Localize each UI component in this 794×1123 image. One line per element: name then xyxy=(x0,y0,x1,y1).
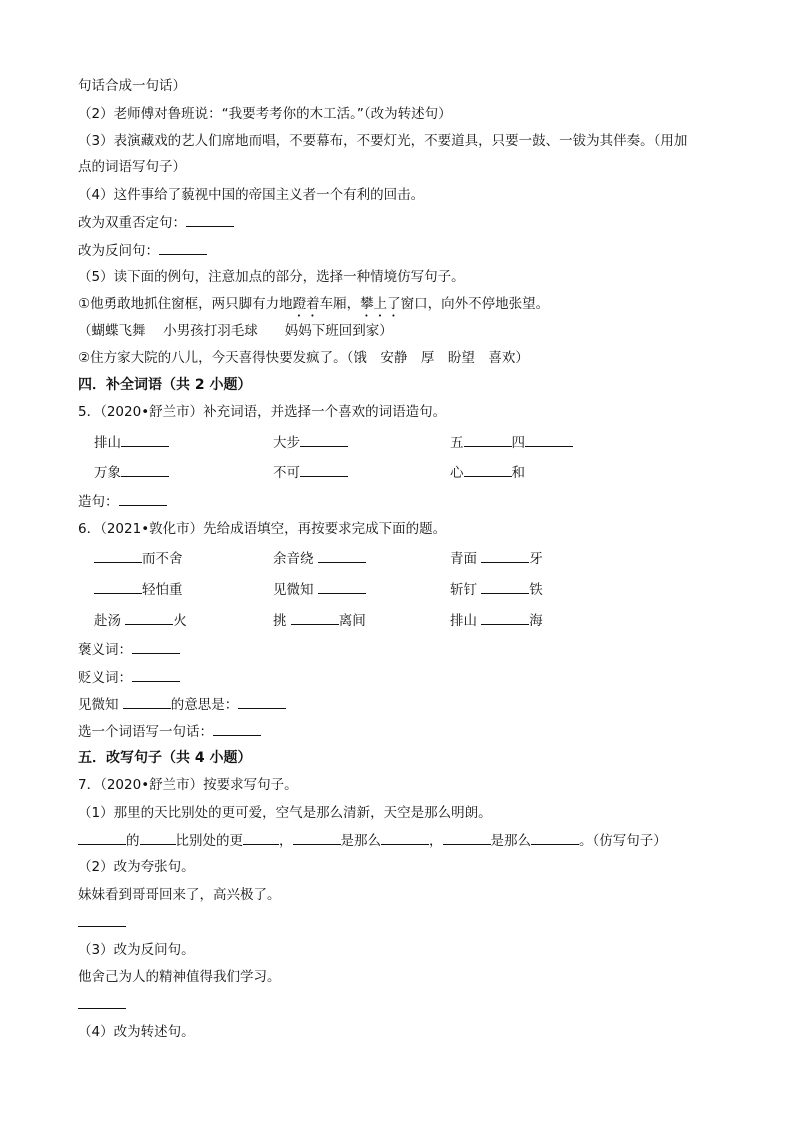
q6-item: 见微知 xyxy=(273,579,366,600)
q4-options: （蝴蝶飞舞 小男孩打羽毛球 妈妈下班回到家） xyxy=(78,323,393,339)
answer-blank[interactable] xyxy=(525,432,573,447)
answer-blank[interactable] xyxy=(78,912,126,927)
q4-sub3b: 点的词语写句子） xyxy=(78,159,186,175)
q4-sub2: （2）老师傅对鲁班说：“我要考考你的木工活。”（改为转述句） xyxy=(78,106,452,122)
answer-blank[interactable] xyxy=(125,610,173,625)
double-negative-label: 改为双重否定句： xyxy=(78,215,186,231)
answer-blank[interactable] xyxy=(123,694,171,709)
q5-make-sentence: 造句： xyxy=(78,491,167,512)
q7-sub3-sentence: 他舍己为人的精神值得我们学习。 xyxy=(78,969,281,985)
q5-stem: 5．（2020•舒兰市）补充词语，并选择一个喜欢的词语造句。 xyxy=(78,404,447,420)
answer-blank[interactable] xyxy=(159,240,207,255)
answer-blank[interactable] xyxy=(119,491,167,506)
q6-item: 挑 离间 xyxy=(273,610,366,631)
q4-example1 xyxy=(78,294,549,320)
q7-sub4: （4）改为转述句。 xyxy=(78,1024,195,1040)
q6-meaning: 见微知 的意思是： xyxy=(78,694,286,715)
example-text: ①他勇敢地抓住窗框，两只脚有力地 xyxy=(78,296,293,312)
q6-item: 而不舍 xyxy=(94,548,183,569)
q7-sub2-answer xyxy=(78,912,126,933)
answer-blank[interactable] xyxy=(291,610,339,625)
q6-item: 排山 海 xyxy=(450,610,543,631)
q6-commendatory: 褒义词： xyxy=(78,639,180,660)
q4-sub4a xyxy=(78,212,234,233)
q7-stem: 7．（2020•舒兰市）按要求写句子。 xyxy=(78,777,298,793)
q7-sub1: （1）那里的天比别处的更可爱，空气是那么清新，天空是那么明朗。 xyxy=(78,805,492,821)
q4-sub4b xyxy=(78,240,207,261)
answer-blank[interactable] xyxy=(464,432,512,447)
answer-blank[interactable] xyxy=(121,432,169,447)
answer-blank[interactable] xyxy=(381,830,429,845)
q5-item: 大步 xyxy=(273,432,348,453)
q5-item: 五 四 xyxy=(450,432,573,453)
q4-line1: 句话合成一句话） xyxy=(78,78,186,94)
answer-blank[interactable] xyxy=(78,994,126,1009)
answer-blank[interactable] xyxy=(318,548,366,563)
q6-item: 轻怕重 xyxy=(94,579,183,600)
answer-blank[interactable] xyxy=(121,462,169,477)
example-text: 窗口，向外不停地张望。 xyxy=(400,296,550,312)
answer-blank[interactable] xyxy=(481,579,529,594)
q5-item: 万象 xyxy=(94,462,169,483)
answer-blank[interactable] xyxy=(78,830,126,845)
answer-blank[interactable] xyxy=(300,432,348,447)
answer-blank[interactable] xyxy=(464,462,512,477)
answer-blank[interactable] xyxy=(238,694,286,709)
q4-sub5: （5）读下面的例句，注意加点的部分，选择一种情境仿写句子。 xyxy=(78,269,465,285)
q7-sub2-sentence: 妹妹看到哥哥回来了，高兴极了。 xyxy=(78,887,281,903)
q4-example2: ②住方家大院的八儿，今天喜得快要发疯了。（饿 安静 厚 盼望 喜欢） xyxy=(78,350,529,366)
q6-sentence: 选一个词语写一句话： xyxy=(78,721,261,742)
answer-blank[interactable] xyxy=(318,579,366,594)
q5-item: 心 和 xyxy=(450,462,525,483)
answer-blank[interactable] xyxy=(132,667,180,682)
q6-stem: 6．（2021•敦化市）先给成语填空，再按要求完成下面的题。 xyxy=(78,521,447,537)
q6-item: 青面 牙 xyxy=(450,548,543,569)
answer-blank[interactable] xyxy=(94,579,142,594)
section-4-title: 四．补全词语（共 2 小题） xyxy=(78,377,252,393)
q5-item: 不可 xyxy=(273,462,348,483)
answer-blank[interactable] xyxy=(293,830,341,845)
answer-blank[interactable] xyxy=(481,610,529,625)
example-dotted: 攀上了 xyxy=(360,296,401,312)
answer-blank[interactable] xyxy=(443,830,491,845)
q7-sub2: （2）改为夸张句。 xyxy=(78,859,195,875)
answer-blank[interactable] xyxy=(300,462,348,477)
answer-blank[interactable] xyxy=(186,212,234,227)
example-text: 车厢， xyxy=(319,296,361,312)
rhetorical-label: 改为反问句： xyxy=(78,243,159,259)
answer-blank[interactable] xyxy=(140,830,176,845)
answer-blank[interactable] xyxy=(243,830,279,845)
q6-item: 余音绕 xyxy=(273,548,366,569)
q6-derogatory: 贬义词： xyxy=(78,667,180,688)
q7-sub3: （3）改为反问句。 xyxy=(78,942,195,958)
q6-item: 赴汤 火 xyxy=(94,610,187,631)
q7-sub3-answer xyxy=(78,994,126,1015)
q5-item: 排山 xyxy=(94,432,169,453)
answer-blank[interactable] xyxy=(132,639,180,654)
section-5-title: 五．改写句子（共 4 小题） xyxy=(78,750,252,766)
answer-blank[interactable] xyxy=(94,548,142,563)
example-dotted: 蹬着 xyxy=(292,296,320,312)
answer-blank[interactable] xyxy=(531,830,579,845)
answer-blank[interactable] xyxy=(481,548,529,563)
q4-sub4: （4）这件事给了藐视中国的帝国主义者一个有利的回击。 xyxy=(78,187,425,203)
answer-blank[interactable] xyxy=(213,721,261,736)
q4-sub3a: （3）表演藏戏的艺人们席地而唱，不要幕布，不要灯光，不要道具，只要一鼓、一钹为其伴奏。（用加 xyxy=(78,133,688,149)
q7-sub1-pattern: 的 比别处的更 ， 是那么 ， 是那么 。（仿写句子） xyxy=(78,830,667,851)
q6-item: 斩钉 铁 xyxy=(450,579,543,600)
